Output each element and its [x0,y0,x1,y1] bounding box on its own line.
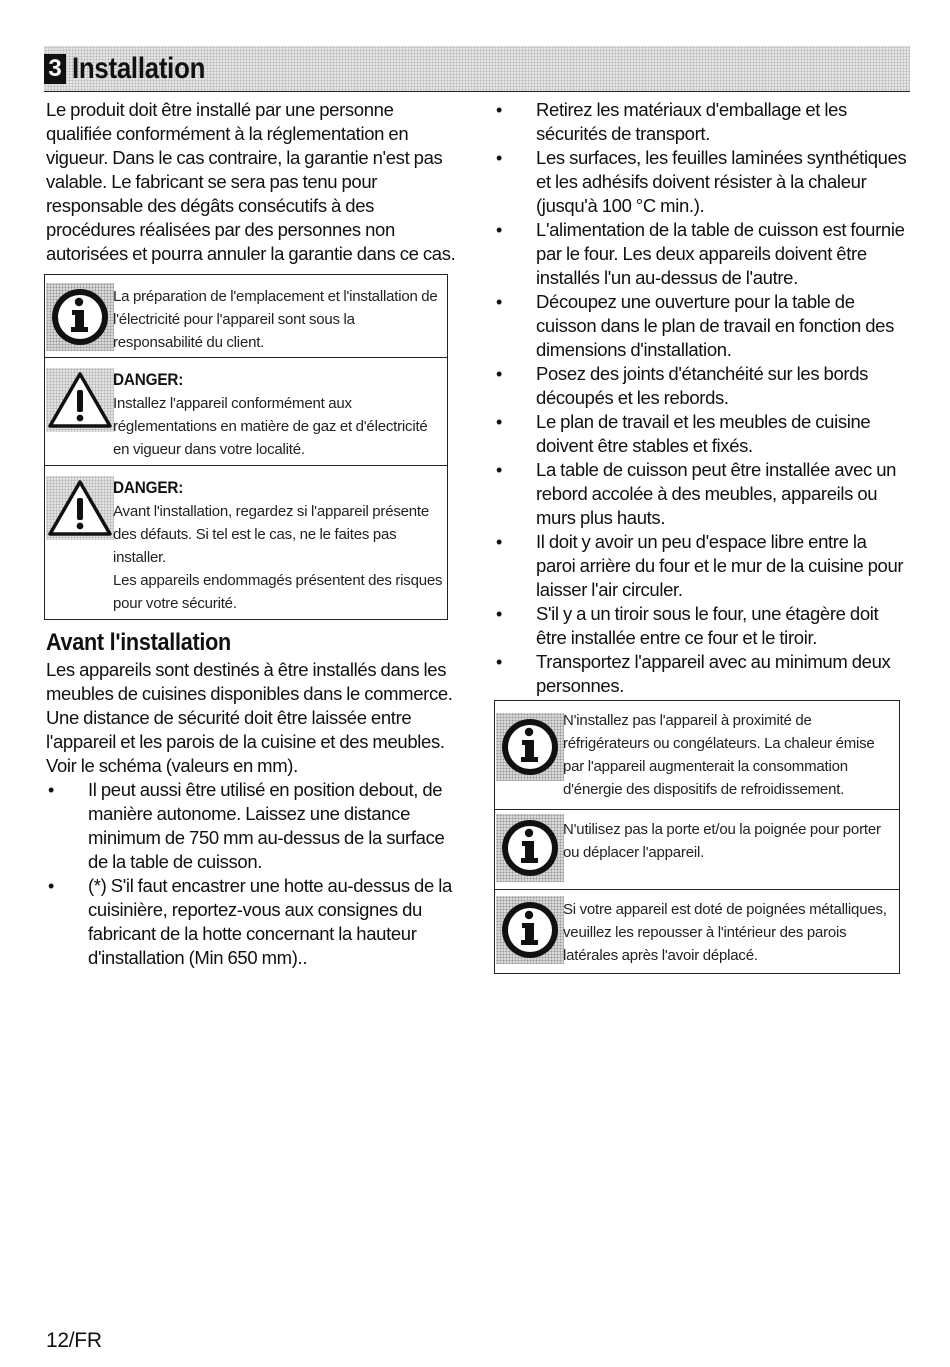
bullet-icon: • [48,780,54,800]
info-notice [494,890,900,974]
list-item: • La table de cuisson peut être installée avec un rebord accolée à des meubles, appareils ou murs plus hauts. [496,459,897,528]
section-number: 3 [44,54,66,84]
bullet-icon: • [496,364,502,384]
danger-heading: DANGER: [113,370,184,389]
list-item: • Posez des joints d'étanchéité sur les bords découpés et les rebords. [496,363,869,408]
list-item: • Le plan de travail et les meubles de cuisine doivent être stables et fixés. [496,411,871,456]
list-item: • Il doit y avoir un peu d'espace libre entre la paroi arrière du four et le mur de la cuisine pour laisser l'air circuler. [496,531,904,600]
left-notice-group [44,274,448,620]
info-notice-text: Si votre appareil est doté de poignées métalliques, veuillez les repousser à l'intérieur des parois latérales après l'avoir déplacé. [563,901,887,964]
before-install-list [46,778,458,970]
right-notice-group [494,700,900,974]
info-notice-text: N'utilisez pas la porte et/ou la poignée pour porter ou déplacer l'appareil. [563,821,881,861]
info-icon [496,896,564,964]
left-column [46,98,458,970]
danger-notice-2-text-2: Les appareils endommagés présentent des risques pour votre sécurité. [113,572,443,612]
info-notice [494,810,900,890]
bullet-icon: • [496,652,502,672]
info-icon [46,283,114,351]
list-item: • Les surfaces, les feuilles laminées synthétiques et les adhésifs doivent résister à la chaleur (jusqu'à 100 °C min.). [496,147,907,216]
intro-paragraph: Le produit doit être installé par une personne qualifiée conformément à la réglementation en vigueur. Dans le cas contraire, la garantie n'est pas valable. Le fabricant se sera pas tenu pour responsable des dégâts consécutifs à des procédures réalisées par des personnes non autorisées et pourra annuler la garantie dans ce cas. [46,99,456,264]
before-install-heading: Avant l'installation [46,629,231,656]
list-item: • Transportez l'appareil avec au minimum deux personnes. [496,651,891,696]
info-icon [496,713,564,781]
bullet-icon: • [496,532,502,552]
info-notice [44,274,448,358]
installation-steps-list [494,98,910,698]
bullet-icon: • [496,604,502,624]
section-title: Installation [72,52,206,85]
section-header [44,46,910,92]
list-item: • Il peut aussi être utilisé en position debout, de manière autonome. Laissez une distance minimum de 750 mm au-dessus de la surface de la table de cuisson. [48,779,445,872]
danger-notice-1 [44,358,448,466]
list-item: • L'alimentation de la table de cuisson est fournie par le four. Les deux appareils doivent être installés l'un au-dessus de l'autre. [496,219,905,288]
info-icon [496,814,564,882]
right-column [494,98,910,974]
list-item: • Découpez une ouverture pour la table de cuisson dans le plan de travail en fonction des dimensions d'installation. [496,291,895,360]
bullet-icon: • [496,148,502,168]
info-notice-text: N'installez pas l'appareil à proximité de réfrigérateurs ou congélateurs. La chaleur émise par l'appareil augmenterait la consommation d'énergie des dispositifs de refroidissement. [563,712,875,798]
list-item: • Retirez les matériaux d'emballage et les sécurités de transport. [496,99,847,144]
bullet-icon: • [496,412,502,432]
danger-heading: DANGER: [113,478,184,497]
danger-notice-2-text: Avant l'installation, regardez si l'appareil présente des défauts. Si tel est le cas, ne le faites pas installer. [113,503,430,566]
bullet-icon: • [48,876,54,896]
page-number: 12/FR [46,1329,102,1352]
warning-icon [46,476,114,540]
info-notice [494,700,900,810]
bullet-icon: • [496,100,502,120]
list-item: • (*) S'il faut encastrer une hotte au-dessus de la cuisinière, reportez-vous aux consignes du fabricant de la hotte concernant la hauteur d'installation (Min 650 mm).. [48,875,452,968]
info-notice-text: La préparation de l'emplacement et l'installation de l'électricité pour l'appareil sont sous la responsabilité du client. [113,288,438,351]
list-item: • S'il y a un tiroir sous le four, une étagère doit être installée entre ce four et le tiroir. [496,603,879,648]
danger-notice-1-text: Installez l'appareil conformément aux réglementations en matière de gaz et d'électricité en vigueur dans votre localité. [113,395,428,458]
bullet-icon: • [496,220,502,240]
before-install-paragraph: Les appareils sont destinés à être installés dans les meubles de cuisines disponibles dans le commerce. Une distance de sécurité doit être laissée entre l'appareil et les parois de la cuisine et des meubles. Voir le schéma (valeurs en mm). [46,659,453,776]
danger-notice-2 [44,466,448,620]
bullet-icon: • [496,292,502,312]
bullet-icon: • [496,460,502,480]
warning-icon [46,368,114,432]
